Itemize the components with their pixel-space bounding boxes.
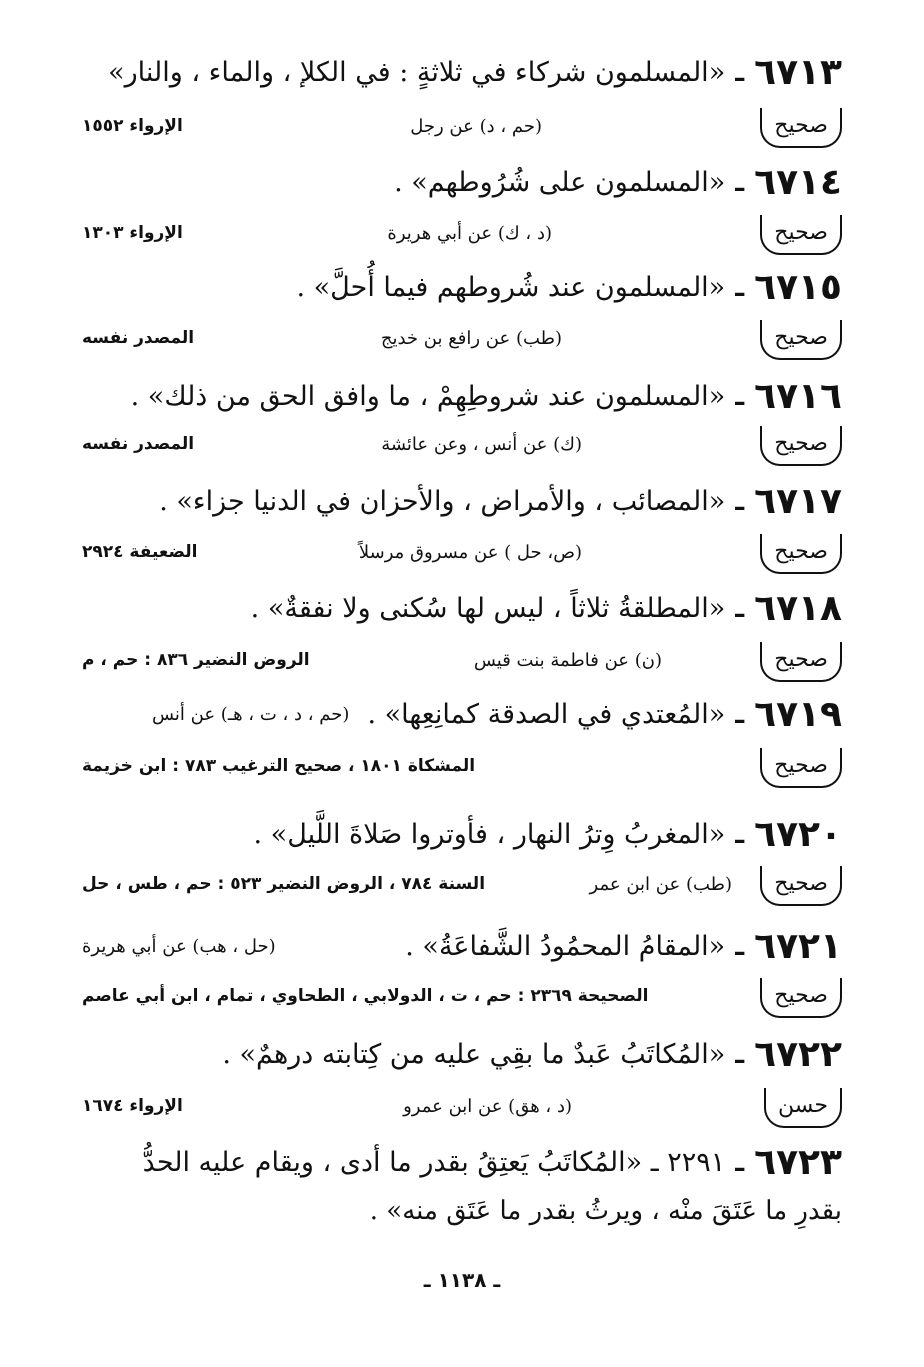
separator: ـ: [735, 1148, 745, 1178]
hadith-number: ٦٧١٥: [754, 267, 842, 308]
hadith-line: [82, 263, 842, 313]
hadith-line: [82, 922, 842, 972]
source-text: (د ، ك) عن أبي هريرة: [387, 223, 552, 244]
hadith-continuation: بقدرِ ما عَتَقَ منْه ، ويرثُ بقدر ما عَتَق منه» .: [369, 1196, 842, 1226]
reference-text: الروض النضير ٨٣٦ : حم ، م: [82, 650, 310, 670]
hadith-number: ٦٧١٨: [754, 588, 842, 629]
grade-label: حسن: [764, 1088, 842, 1128]
hadith-text: «المسلمون شركاء في ثلاثةٍ : في الكلإ ، والماء ، والنار»: [108, 57, 726, 88]
grade-label: صحيح: [760, 642, 842, 682]
hadith-line: [82, 690, 842, 740]
hadith-number: ٦٧٢٠: [754, 814, 842, 855]
grade-label: صحيح: [760, 215, 842, 255]
source-text: (حل ، هب) عن أبي هريرة: [82, 936, 276, 957]
hadith-text: «المُكاتَبُ عَبدٌ ما بقِي عليه من كِتابته درهمٌ» .: [222, 1039, 726, 1070]
hadith-line: [82, 810, 842, 860]
reference-text: الضعيفة ٢٩٢٤: [82, 542, 198, 562]
hadith-number: ٦٧١٣: [754, 52, 842, 93]
hadith-text: «المُعتدي في الصدقة كمانِعِها» .: [367, 699, 726, 730]
separator: ـ: [735, 273, 745, 303]
reference-text: الإرواء ١٣٠٣: [82, 223, 183, 243]
separator: ـ: [735, 594, 745, 624]
hadith-meta: [82, 866, 842, 906]
hadith-meta: [82, 534, 842, 574]
hadith-text: «المغربُ وِترُ النهار ، فأوتروا صَلاةَ اللَّيل» .: [253, 819, 726, 850]
source-text: (طب) عن ابن عمر: [589, 874, 732, 895]
source-text: (ص، حل ) عن مسروق مرسلاً: [358, 542, 582, 563]
hadith-number: ٦٧٢١: [754, 926, 842, 967]
grade-label: صحيح: [760, 978, 842, 1018]
hadith-number: ٦٧١٤: [754, 162, 842, 203]
separator: ـ: [735, 168, 745, 198]
hadith-meta: [82, 748, 842, 788]
hadith-line: [82, 372, 842, 422]
hadith-number: ٦٧١٩: [754, 694, 842, 735]
reference-text: المصدر نفسه: [82, 434, 195, 454]
separator: ـ: [735, 487, 745, 517]
grade-label: صحيح: [760, 426, 842, 466]
hadith-text: «المقامُ المحمُودُ الشَّفاعَةُ» .: [405, 931, 726, 962]
grade-label: صحيح: [760, 534, 842, 574]
hadith-meta: [82, 215, 842, 255]
hadith-number: ٦٧١٧: [754, 481, 842, 522]
source-text: (ك) عن أنس ، وعن عائشة: [381, 434, 582, 455]
grade-label: صحيح: [760, 108, 842, 148]
hadith-text: ٢٢٩١ ـ «المُكاتَبُ يَعتِقُ بقدر ما أدى ، ويقام عليه الحدُّ: [142, 1147, 726, 1178]
hadith-text: «المسلمون عند شُروطهم فيما أُحلَّ» .: [296, 272, 726, 303]
reference-text: الإرواء ١٥٥٢: [82, 116, 183, 136]
hadith-line: [82, 1030, 842, 1080]
grade-label: صحيح: [760, 866, 842, 906]
reference-text: المشكاة ١٨٠١ ، صحيح الترغيب ٧٨٣ : ابن خزيمة: [82, 756, 476, 776]
hadith-line: [82, 158, 842, 208]
hadith-meta: [82, 320, 842, 360]
source-text: (ن) عن فاطمة بنت قيس: [473, 650, 662, 671]
hadith-text: «المسلمون على شُرُوطهم» .: [394, 167, 726, 198]
source-text: (د ، هق) عن ابن عمرو: [403, 1096, 572, 1117]
hadith-meta: [82, 1088, 842, 1128]
reference-text: المصدر نفسه: [82, 328, 195, 348]
page-number: ـ ١١٣٨ ـ: [423, 1268, 501, 1292]
reference-text: السنة ٧٨٤ ، الروض النضير ٥٢٣ : حم ، طس ، حل: [82, 874, 486, 894]
hadith-line: [82, 584, 842, 634]
reference-text: الصحيحة ٢٣٦٩ : حم ، ت ، الدولابي ، الطحاوي ، تمام ، ابن أبي عاصم: [82, 986, 649, 1006]
hadith-meta: [82, 642, 842, 682]
grade-label: صحيح: [760, 320, 842, 360]
hadith-text: «المصائب ، والأمراض ، والأحزان في الدنيا جزاء» .: [159, 486, 726, 517]
hadith-line: [82, 1138, 842, 1188]
hadith-number: ٦٧٢٣: [754, 1142, 842, 1183]
source-text: (طب) عن رافع بن خديج: [380, 328, 562, 349]
separator: ـ: [735, 820, 745, 850]
separator: ـ: [735, 1040, 745, 1070]
hadith-number: ٦٧١٦: [754, 376, 842, 417]
separator: ـ: [735, 58, 745, 88]
hadith-number: ٦٧٢٢: [754, 1034, 842, 1075]
separator: ـ: [735, 932, 745, 962]
hadith-meta: [82, 108, 842, 148]
hadith-meta: [82, 426, 842, 466]
hadith-text: «المسلمون عند شروطِهِمْ ، ما وافق الحق من ذلك» .: [130, 381, 726, 412]
hadith-text: «المطلقةُ ثلاثاً ، ليس لها سُكنى ولا نفقةٌ» .: [250, 593, 726, 624]
separator: ـ: [735, 382, 745, 412]
hadith-meta: [82, 978, 842, 1018]
grade-label: صحيح: [760, 748, 842, 788]
hadith-line: [82, 48, 842, 98]
source-text: (حم ، د ، ت ، هـ) عن أنس: [151, 704, 350, 725]
separator: ـ: [735, 700, 745, 730]
reference-text: الإرواء ١٦٧٤: [82, 1096, 183, 1116]
source-text: (حم ، د) عن رجل: [410, 116, 542, 137]
hadith-line: [82, 477, 842, 527]
